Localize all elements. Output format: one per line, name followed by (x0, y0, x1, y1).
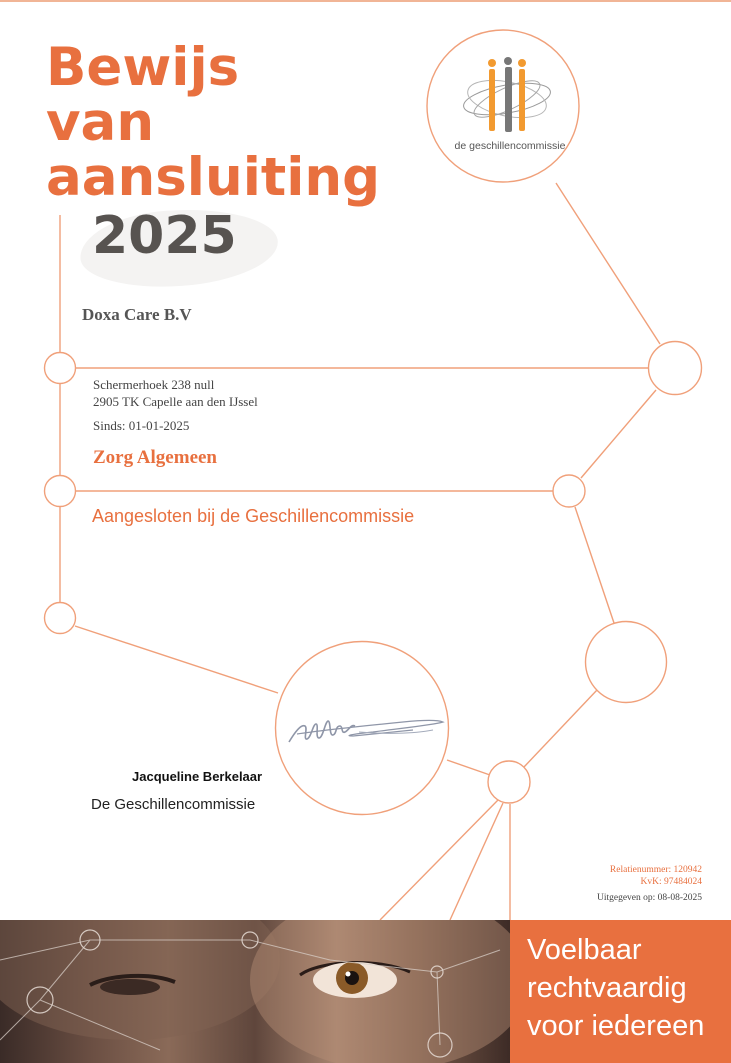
title-line-2: van (46, 92, 155, 153)
address-street: Schermerhoek 238 null (93, 377, 215, 392)
signer-organization: De Geschillencommissie (91, 796, 256, 813)
title-line-1: Bewijs (46, 37, 240, 98)
title-line-3: aansluiting (46, 147, 381, 208)
relation-number: Relatienummer: 120942 (609, 865, 702, 875)
since-date: Sinds: 01-01-2025 (93, 418, 190, 433)
kvk-number: KvK: 97484024 (640, 877, 702, 887)
geschillencommissie-logo-icon (455, 55, 565, 135)
company-name: Doxa Care B.V (82, 305, 192, 324)
tagline-line-1: Voelbaar (527, 934, 642, 966)
category: Zorg Algemeen (93, 447, 218, 468)
logo-text: de geschillencommissie (454, 140, 566, 152)
tagline-line-2: rechtvaardig (527, 972, 687, 1004)
tagline-line-3: voor iedereen (527, 1010, 705, 1042)
signer-name: Jacqueline Berkelaar (132, 769, 263, 784)
face-photo (0, 920, 510, 1063)
address-city: 2905 TK Capelle aan den IJssel (93, 394, 258, 409)
signature-image (283, 712, 453, 752)
issued-date: Uitgegeven op: 08-08-2025 (596, 893, 702, 903)
year: 2025 (92, 206, 237, 266)
affiliation-text: Aangesloten bij de Geschillencommissie (92, 506, 415, 526)
